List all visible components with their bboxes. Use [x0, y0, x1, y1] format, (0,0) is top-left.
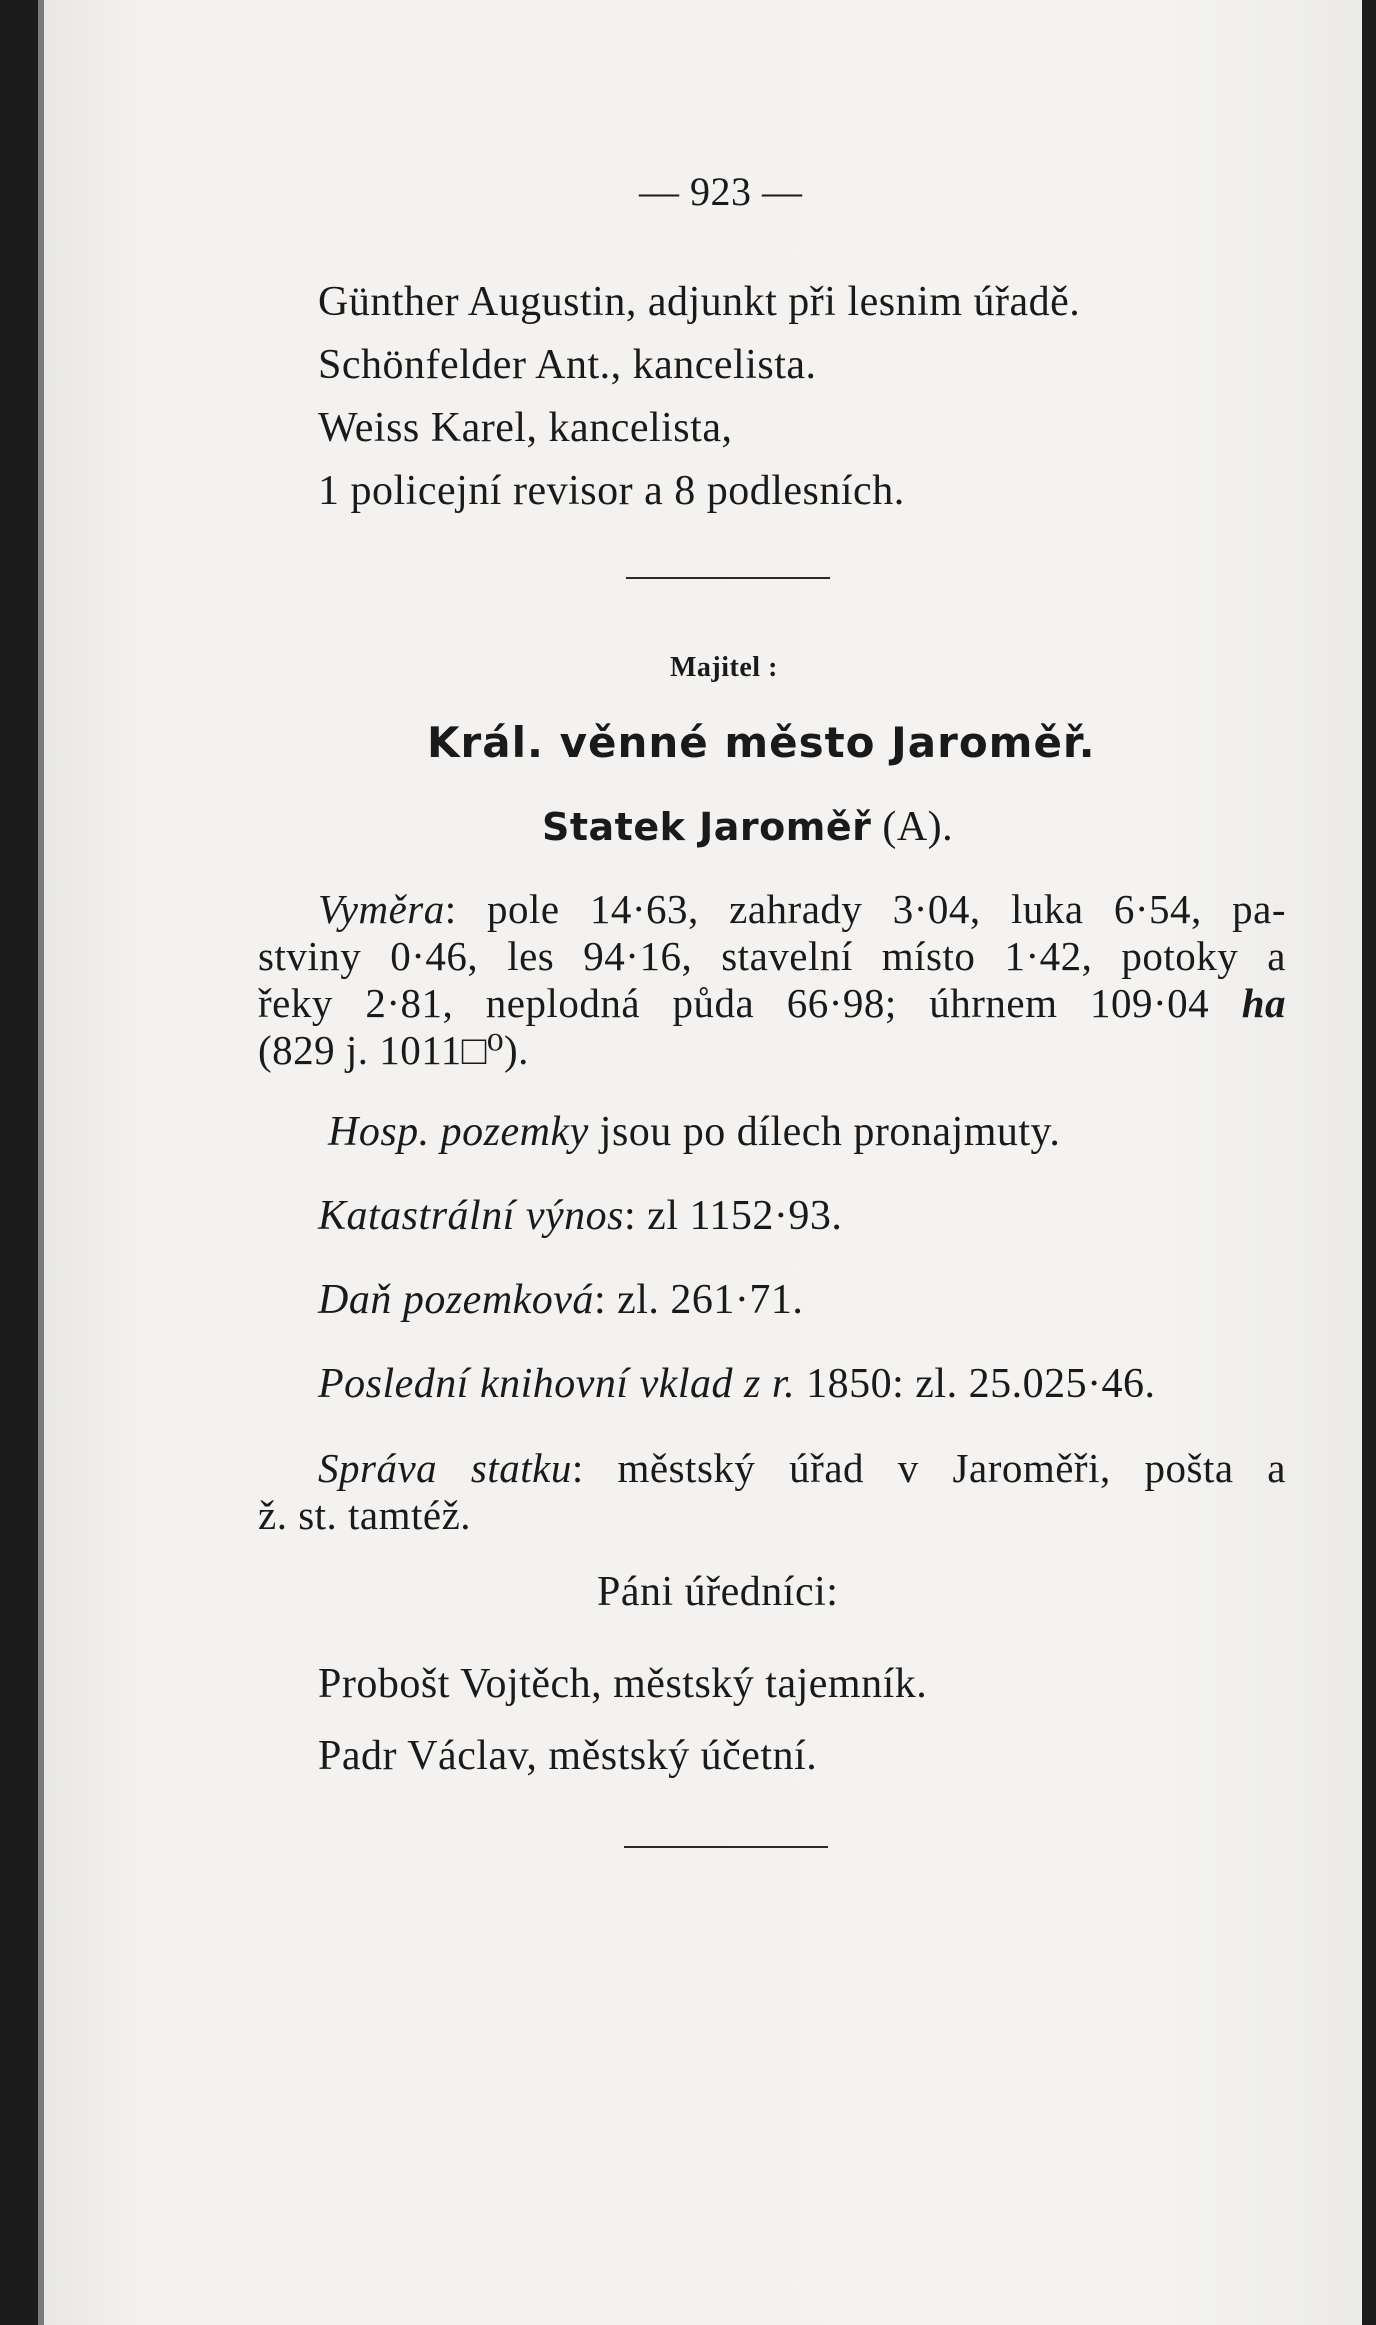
area-label: Vyměra [318, 886, 445, 932]
official-entry: Padr Václav, městský účetní. [318, 1733, 818, 1779]
official-entry: Probošt Vojtěch, městský tajemník. [318, 1661, 928, 1707]
katastr-line [318, 1192, 842, 1240]
hosp-text: jsou po dílech pronajmuty. [599, 1109, 1061, 1155]
divider-rule [626, 577, 830, 579]
estate-title [542, 803, 953, 851]
sprava-line-2: ž. st. tamtéž. [258, 1492, 472, 1538]
area-text: : pole 14·63, zahrady 3·04, luka 6·54, pa- [444, 886, 1286, 932]
hosp-line [328, 1108, 1060, 1156]
katastr-label: Katastrální výnos [318, 1193, 625, 1239]
katastr-text: : zl 1152·93. [624, 1193, 843, 1239]
staff-line: 1 policejní revisor a 8 podlesních. [318, 468, 905, 514]
page-number: — 923 — [639, 169, 803, 214]
vklad-label: Poslední knihovní vklad z r. [318, 1361, 796, 1407]
hosp-label: Hosp. pozemky [328, 1109, 589, 1155]
sprava-label: Správa statku [318, 1445, 572, 1491]
dan-line [318, 1276, 803, 1324]
vklad-text: 1850: zl. 25.025·46. [795, 1361, 1156, 1407]
book-page [38, 0, 1362, 2325]
sprava-line-1 [318, 1444, 1286, 1492]
area-text: řeky 2·81, neplodná půda 66·98; úhrnem 109·04 [258, 980, 1210, 1026]
estate-suffix: (A). [882, 804, 954, 850]
estate-name: Statek Jaroměř [542, 805, 872, 849]
owner-name: Král. věnné město Jaroměř. [427, 718, 1096, 767]
area-unit: ha [1241, 980, 1286, 1026]
area-line-2: stviny 0·46, les 94·16, stavelní místo 1·42, potoky a [258, 933, 1286, 979]
area-line-3 [258, 979, 1286, 1027]
officials-heading: Páni úředníci: [597, 1569, 839, 1615]
vklad-line [318, 1360, 1156, 1408]
dan-text: : zl. 261·71. [593, 1277, 804, 1323]
dan-label: Daň pozemková [318, 1277, 594, 1323]
staff-line: Weiss Karel, kancelista, [318, 405, 733, 451]
area-line-4: (829 j. 1011□⁰). [258, 1027, 529, 1073]
staff-line: Günther Augustin, adjunkt při lesnim úřadě. [318, 279, 1081, 325]
area-line-1 [318, 885, 1286, 933]
owner-label: Majitel : [670, 652, 778, 683]
sprava-text: : městský úřad v Jaroměři, pošta a [571, 1445, 1286, 1491]
divider-rule [624, 1846, 828, 1848]
staff-line: Schönfelder Ant., kancelista. [318, 342, 817, 388]
